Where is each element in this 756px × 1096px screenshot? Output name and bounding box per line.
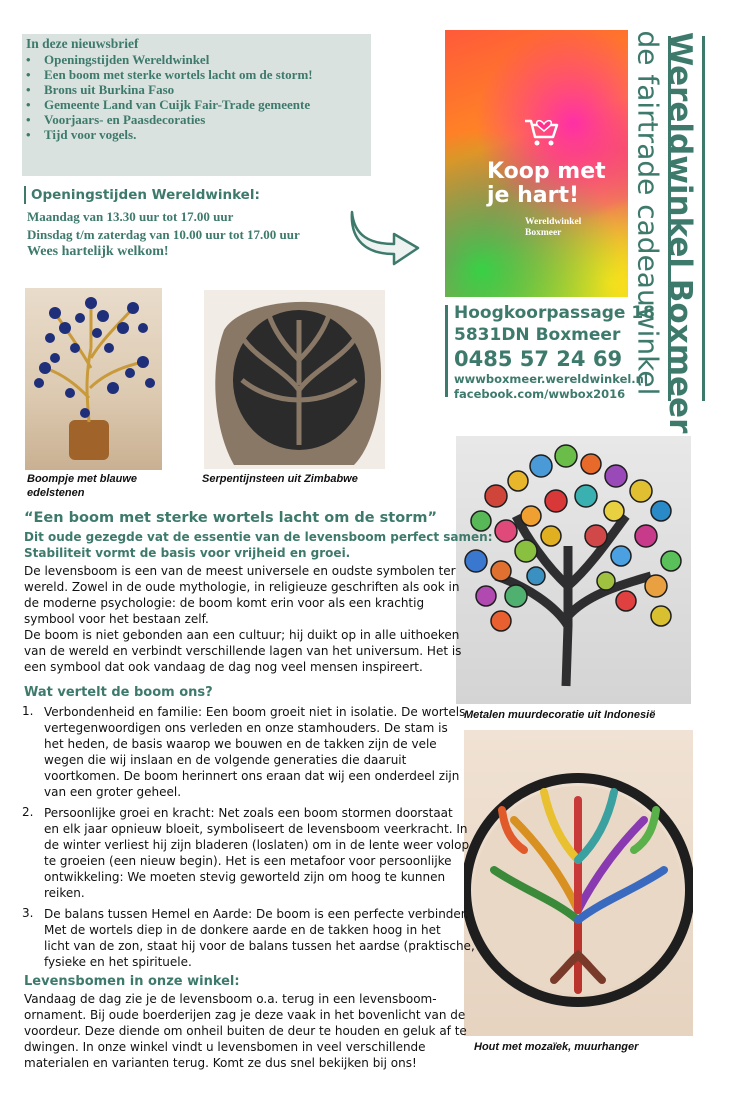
hours-title: Openingstijden Wereldwinkel: (31, 187, 260, 203)
contents-list (26, 52, 313, 142)
metal-tree-photo (456, 436, 691, 704)
list-number: 3. (22, 906, 34, 920)
gem-tree-caption: Boompje met blauwe edelstenen (27, 473, 138, 499)
address-city: 5831DN Boxmeer (454, 325, 621, 345)
shopping-cart-heart-icon (523, 115, 561, 149)
address-street: Hoogkoorpassage 18 (454, 303, 655, 323)
hours-monday: Maandag van 13.30 uur tot 17.00 uur (27, 209, 234, 224)
store-tagline-vertical: de fairtrade cadeauwinkel (631, 30, 665, 396)
article-title: “Een boom met sterke wortels lacht om de storm” (24, 510, 437, 526)
vertical-rule (702, 36, 705, 401)
contents-item: • Voorjaars- en Paasdecoraties (26, 112, 206, 127)
address-phone: 0485 57 24 69 (454, 347, 623, 371)
store-name-vertical: Wereldwinkel Boxmeer (662, 32, 698, 434)
article-lead: Dit oude gezegde vat de essentie van de levensboom perfect samen: Stabiliteit vormt de basis voor vrijheid en groei. (24, 530, 493, 560)
article-paragraph-2: De boom is niet gebonden aan een cultuur; hij duikt op in alle uithoeken van de wereld en verbindt verschillende lagen van het universum. Het is een symbool dat ook vandaag de dag nog veel mensen inspireert. (24, 628, 462, 674)
list-number: 2. (22, 805, 34, 819)
curved-arrow-icon (348, 206, 422, 268)
hours-tue-sat: Dinsdag t/m zaterdag van 10.00 uur tot 17.00 uur (27, 227, 300, 242)
contents-item: • Een boom met sterke wortels lacht om de storm! (26, 67, 313, 82)
gem-tree-photo (25, 288, 162, 470)
section-heading-in-store: Levensbomen in onze winkel: (24, 974, 240, 989)
mosaic-tree-photo (464, 730, 693, 1036)
contents-item: • Tijd voor vogels. (26, 127, 137, 142)
serpentine-tree-photo (204, 290, 385, 469)
contents-title: In deze nieuwsbrief (26, 36, 139, 51)
mosaic-caption: Hout met mozaïek, muurhanger (474, 1041, 639, 1053)
contents-item: • Gemeente Land van Cuijk Fair-Trade gemeente (26, 97, 311, 112)
article-paragraph-3: Vandaag de dag zie je de levensboom o.a. terug in een levensboom- ornament. Bij oude boerderijen zag je deze vaak in het bovenlicht van de voordeur. Deze diende om onheil buiten de deur te houden en geluk af te dwingen. In onze winkel vindt u levensbomen in veel verschillende materialen en varianten terug. Komt ze dus snel bekijken bij ons! (24, 992, 467, 1070)
section-heading-meaning: Wat vertelt de boom ons? (24, 685, 213, 700)
serpentine-caption: Serpentijnsteen uit Zimbabwe (202, 473, 358, 485)
poster-slogan: Koop met je hart! (487, 159, 606, 208)
list-item-balance: De balans tussen Hemel en Aarde: De boom is een perfecte verbinder. Met de wortels diep in de donkere aarde en de takken hoog in het licht van de zon, staat hij voor de balans tussen het aardse (praktische, fysieke en het spirituele. (44, 907, 475, 969)
address-accent-bar (445, 305, 448, 397)
vertical-store-title (631, 28, 720, 434)
koop-met-je-hart-poster (445, 30, 628, 297)
list-number: 1. (22, 704, 34, 718)
article-paragraph-1: De levensboom is een van de meest universele en oudste symbolen ter wereld. Zowel in de oude mythologie, in religieuze geschriften als ook in de moderne psychologie: de boom komt erin voor als een krachtig symbool voor het bestaan zelf. (24, 564, 460, 626)
poster-brand: Wereldwinkel Boxmeer (525, 217, 582, 238)
hours-welcome: Wees hartelijk welkom! (27, 244, 169, 259)
newsletter-contents-box (22, 34, 371, 176)
hours-accent-bar (24, 186, 26, 204)
metal-caption: Metalen muurdecoratie uit Indonesië (464, 709, 656, 721)
list-item-connection: Verbondenheid en familie: Een boom groeit niet in isolatie. De wortels vertegenwoordigen ons verleden en onze stamhouders. De stam is het heden, de basis waarop we bouwen en de takken zijn de vele wegen die wij inslaan en de volgende generaties die daaruit voortkomen. De boom herinnert ons eraan dat wij een onderdeel zijn van een groter geheel. (44, 705, 466, 799)
address-facebook: facebook.com/wwbox2016 (454, 387, 626, 401)
address-website: wwwboxmeer.wereldwinkel.nl (454, 372, 648, 386)
list-item-growth: Persoonlijke groei en kracht: Net zoals een boom stormen doorstaat en elk jaar opnieuw bloeit, symboliseert de levensboom veerkracht. In de winter verliest hij zijn bladeren (loslaten) om in de lente weer volop te groeien (een nieuw begin). Het is een metafoor voor persoonlijke ontwikkeling: We moeten stevig geworteld zijn om hoog te kunnen reiken. (44, 806, 470, 900)
contents-item: • Brons uit Burkina Faso (26, 82, 175, 97)
contents-item: • Openingstijden Wereldwinkel (26, 52, 210, 67)
